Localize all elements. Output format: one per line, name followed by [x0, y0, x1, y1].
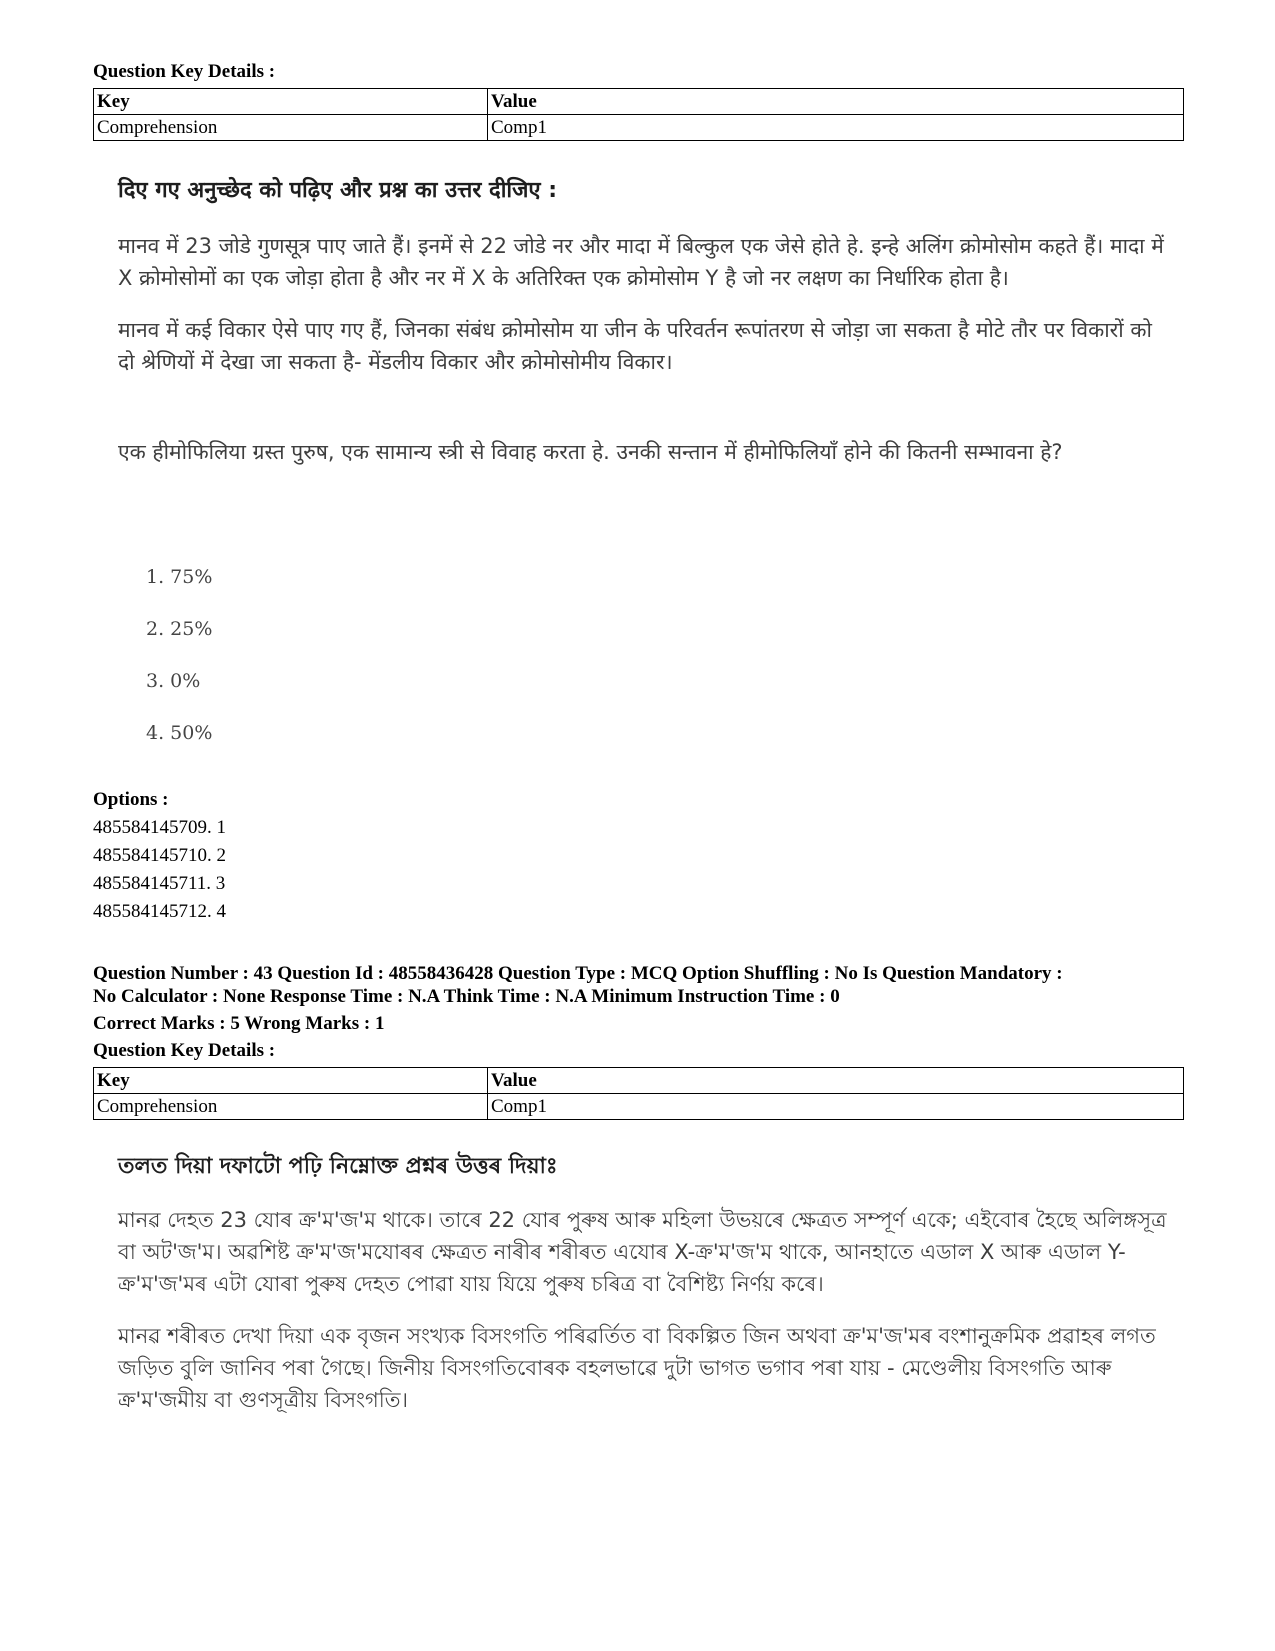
- choice-1: 1. 75%: [146, 566, 213, 588]
- passage-heading: दिए गए अनुच्छेद को पढ़िए और प्रश्न का उत्तर दीजिए :: [118, 178, 558, 203]
- option-item: 485584145712. 4: [93, 901, 226, 922]
- table-header-key: Key: [94, 1068, 488, 1094]
- question-key-details-label: Question Key Details :: [93, 61, 276, 82]
- question-image-hindi: [118, 176, 1168, 468]
- table-cell-value: Comp1: [488, 115, 1184, 141]
- options-list: [93, 814, 226, 926]
- marks-line: Correct Marks : 5 Wrong Marks : 1: [93, 1013, 385, 1034]
- question-text: एक हीमोफिलिया ग्रस्त पुरुष, एक सामान्य स्त्री से विवाह करता हे. उनकी सन्तान में हीमोफिलियाँ होने की कितनी सम्भावना हे?: [118, 440, 1063, 464]
- table-header-value: Value: [488, 1068, 1184, 1094]
- choice-2: 2. 25%: [146, 618, 213, 640]
- question-meta-line-1: Question Number : 43 Question Id : 48558436428 Question Type : MCQ Option Shuffling : No Is Question Mandatory :: [93, 963, 1063, 984]
- table-header-row: [94, 1068, 1184, 1094]
- question-key-table: [93, 1067, 1184, 1120]
- options-label: Options :: [93, 789, 169, 810]
- passage-paragraph-1: মানৱ দেহত 23 যোৰ ক্ৰ'ম'জ'ম থাকে। তাৰে 22 যোৰ পুৰুষ আৰু মহিলা উভয়ৰে ক্ষেত্ৰত সম্পূৰ্ণ একে; এইবোৰ হৈছে অলিঙ্গসূত্ৰ বা অট'জ'ম। অৱশিষ্ট ক্ৰ'ম'জ'মযোৰৰ ক্ষেত্ৰত নাৰীৰ শৰীৰত এযোৰ X-ক্ৰ'ম'জ'ম থাকে, আনহাতে এডাল X আৰু এডাল Y-ক্ৰ'ম'জ'মৰ এটা যোৰা পুৰুষ দেহত পোৱা যায় যিয়ে পুৰুষ চৰিত্ৰ বা বৈশিষ্ট্য নিৰ্ণয় কৰে।: [118, 1208, 1167, 1296]
- table-row: [94, 115, 1184, 141]
- choice-4: 4. 50%: [146, 722, 213, 744]
- passage-paragraph-1: मानव में 23 जोडे गुणसूत्र पाए जाते हैं। इनमें से 22 जोडे नर और मादा में बिल्कुल एक जेसे होते हे. इन्हे अलिंग क्रोमोसोम कहते हैं। मादा में X क्रोमोसोमों का एक जोड़ा होता है और नर में X के अतिरिक्त एक क्रोमोसोम Y है जो नर लक्षण का निर्धारिक होता है।: [118, 234, 1164, 290]
- question-meta-line-2: No Calculator : None Response Time : N.A Think Time : N.A Minimum Instruction Time : 0: [93, 986, 840, 1007]
- option-item: 485584145710. 2: [93, 845, 226, 866]
- passage-paragraph-2: মানৱ শৰীৰত দেখা দিয়া এক বৃজন সংখ্যক বিসংগতি পৰিৱৰ্তিত বা বিকল্পিত জিন অথবা ক্ৰ'ম'জ'মৰ বংশানুক্ৰমিক প্ৰৱাহৰ লগত জড়িত বুলি জানিব পৰা গৈছে। জিনীয় বিসংগতিবোৰক বহলভাৱে দুটা ভাগত ভগাব পৰা যায় - মেণ্ডেলীয় বিসংগতি আৰু ক্ৰ'ম'জমীয় বা গুণসূত্ৰীয় বিসংগতি।: [118, 1324, 1156, 1412]
- table-row: [94, 1094, 1184, 1120]
- question-key-table: [93, 88, 1184, 141]
- table-cell-key: Comprehension: [94, 1094, 488, 1120]
- table-header-value: Value: [488, 89, 1184, 115]
- question-key-details-label: Question Key Details :: [93, 1040, 276, 1061]
- table-cell-key: Comprehension: [94, 115, 488, 141]
- table-cell-value: Comp1: [488, 1094, 1184, 1120]
- table-header-key: Key: [94, 89, 488, 115]
- option-item: 485584145711. 3: [93, 873, 226, 894]
- table-header-row: [94, 89, 1184, 115]
- question-image-assamese: [118, 1152, 1168, 1416]
- choice-3: 3. 0%: [146, 670, 201, 692]
- passage-paragraph-2: मानव में कई विकार ऐसे पाए गए हैं, जिनका संबंध क्रोमोसोम या जीन के परिवर्तन रूपांतरण से जोड़ा जा सकता है मोटे तौर पर विकारों को दो श्रेणियों में देखा जा सकता है- मेंडलीय विकार और क्रोमोसोमीय विकार।: [118, 318, 1152, 374]
- passage-heading: তলত দিয়া দফাটো পঢ়ি নিম্নোক্ত প্ৰশ্নৰ উত্তৰ দিয়াঃ: [118, 1154, 558, 1179]
- option-item: 485584145709. 1: [93, 817, 226, 838]
